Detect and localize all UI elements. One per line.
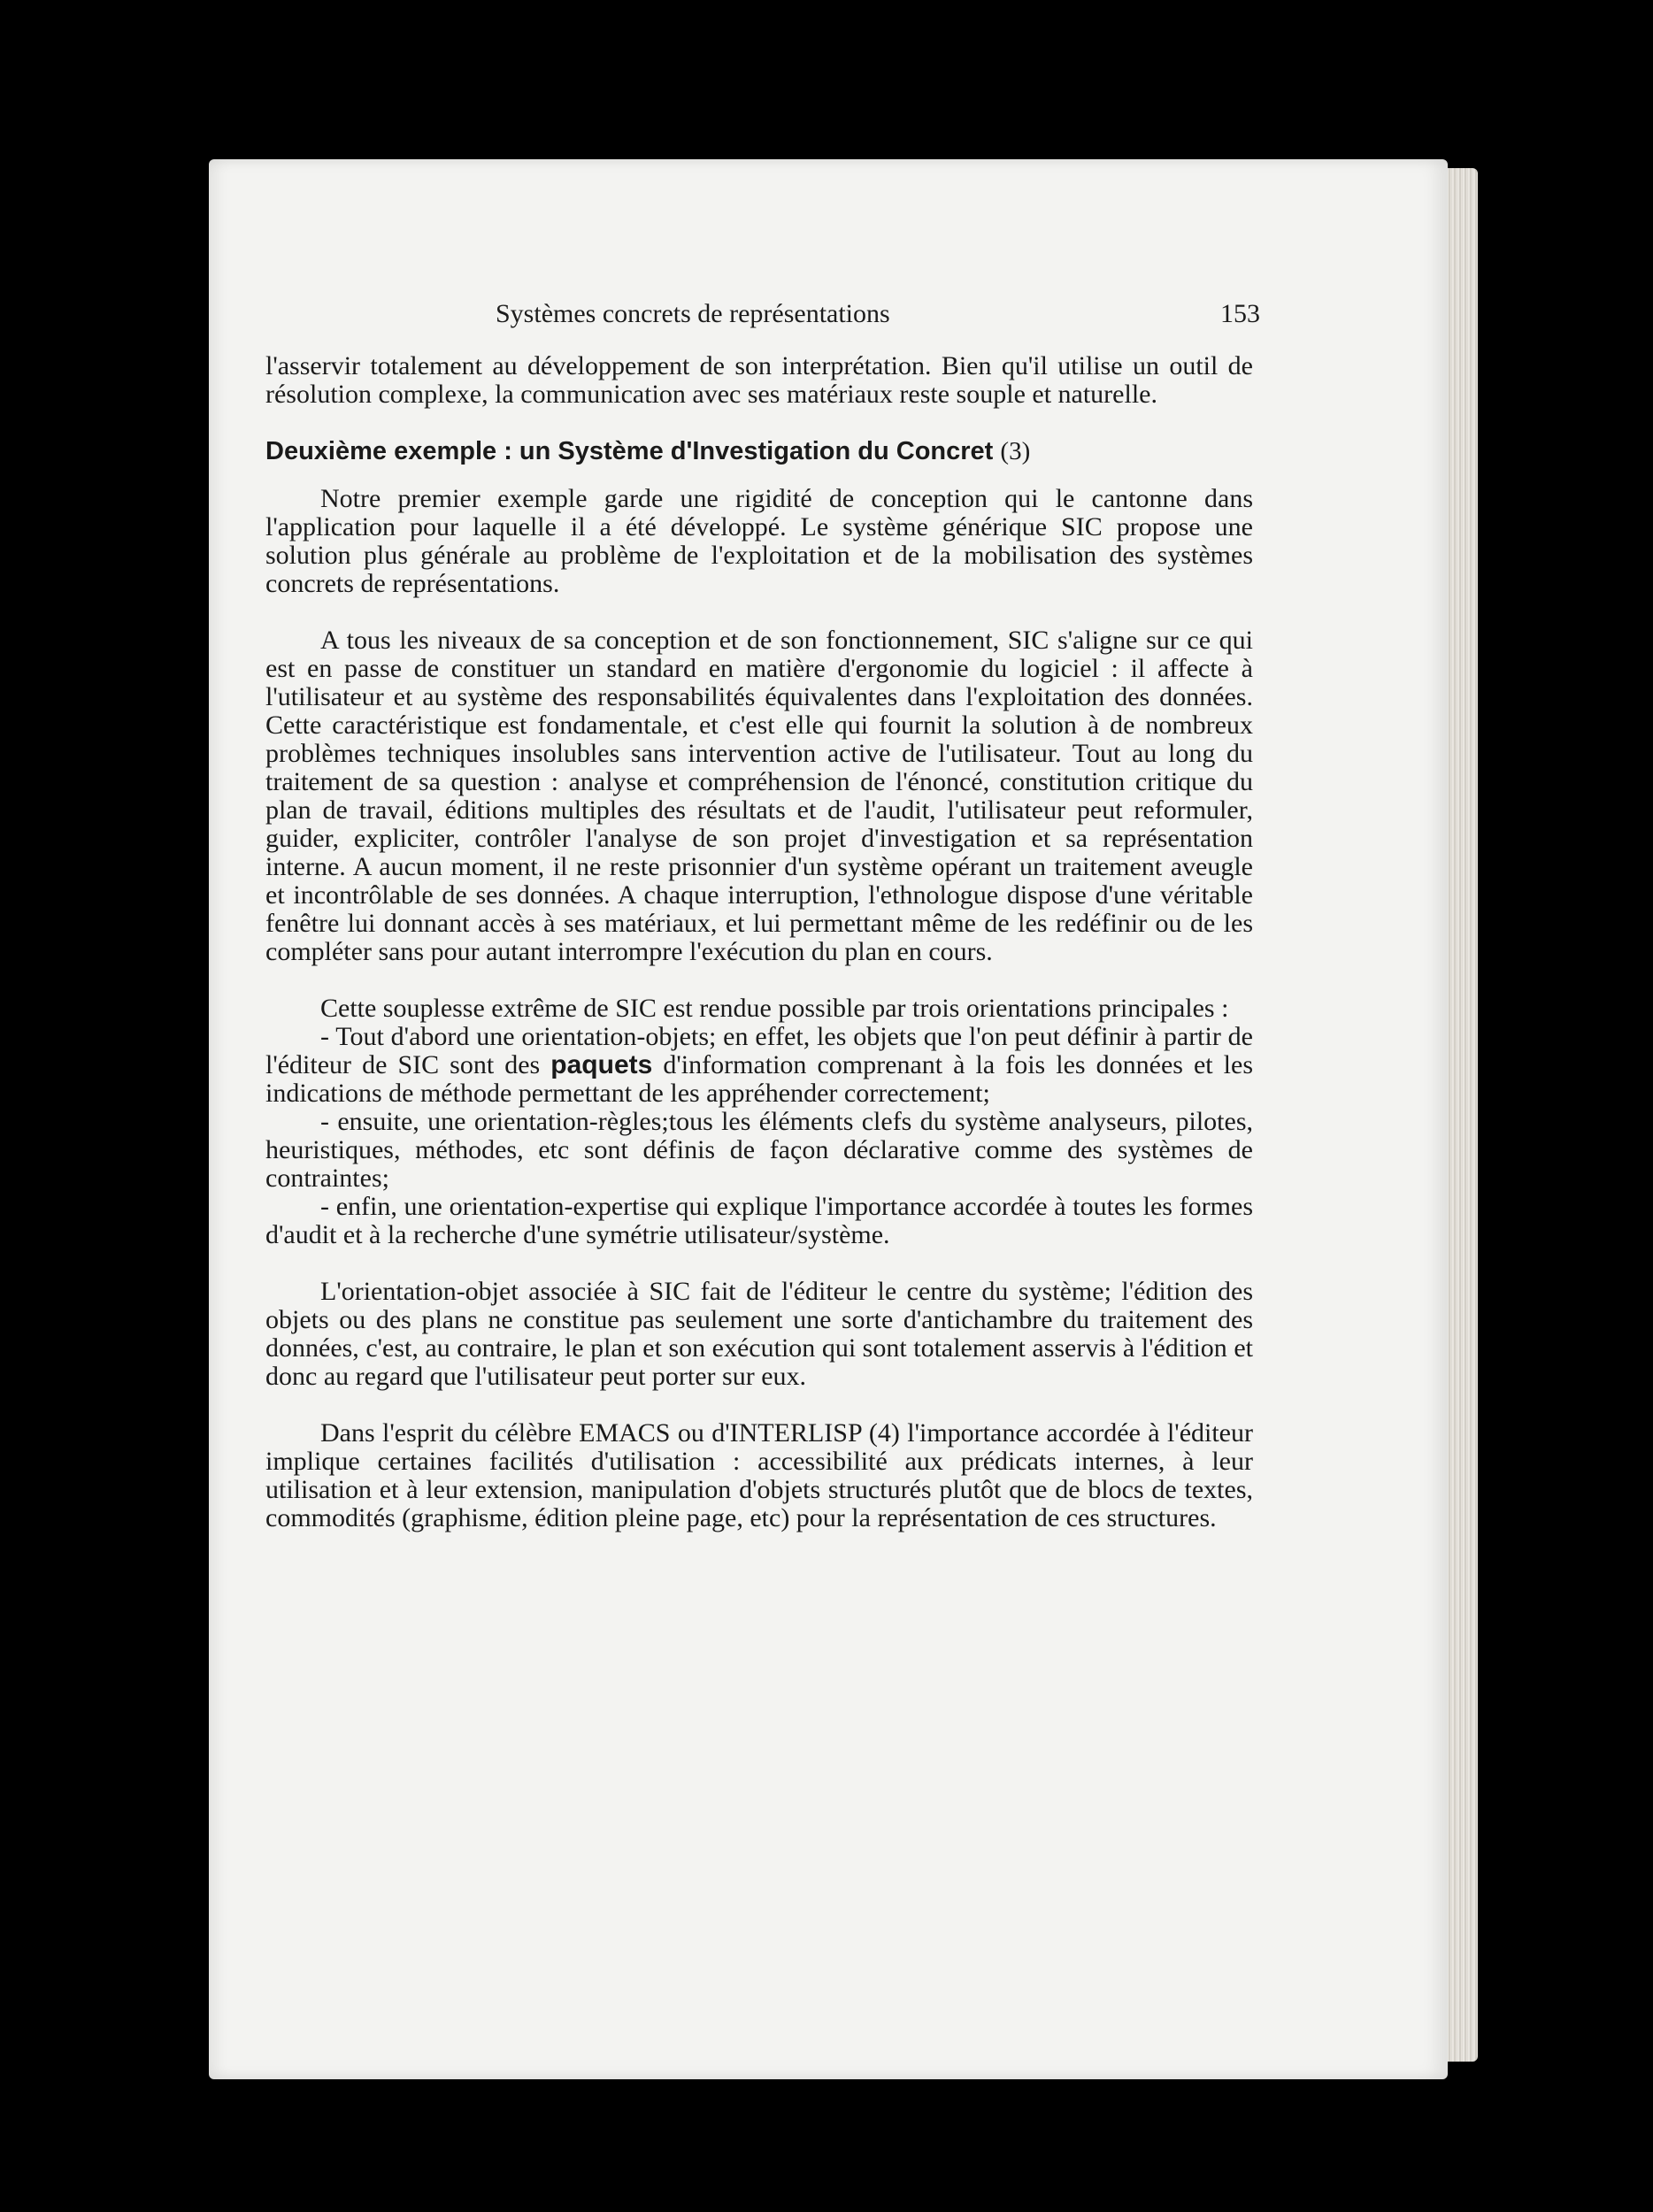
page-number: 153 <box>1220 299 1260 328</box>
page-header <box>496 299 1274 343</box>
body-text <box>265 352 1253 1561</box>
list-item-expertise: - enfin, une orientation-expertise qui explique l'importance accordée à toutes les formes d'audit et à la recherche d'une symétrie utilisateur/système. <box>265 1192 1253 1249</box>
bold-term-paquets: paquets <box>550 1050 653 1079</box>
paragraph-1: Notre premier exemple garde une rigidité de conception qui le cantonne dans l'application pour laquelle il a été développé. Le système générique SIC propose une solution plus générale au problème de l'exploitation et de la mobilisation des systèmes concrets de représentations. <box>265 484 1253 598</box>
running-title: Systèmes concrets de représentations <box>496 299 890 328</box>
paragraph-3-intro: Cette souplesse extrême de SIC est rendue possible par trois orientations principales : <box>320 994 1229 1023</box>
list-item-rules: - ensuite, une orientation-règles;tous les éléments clefs du système analyseurs, pilotes, heuristiques, méthodes, etc sont définis de façon déclarative comme des systèmes de contraintes; <box>265 1107 1253 1193</box>
section-heading <box>265 437 1253 465</box>
list-item-objects-start: - Tout d'abord une orientation-objets; en effet, les objets que l'on peut définir à partir de l'éditeur de SIC sont des <box>265 1022 1253 1079</box>
list-item-objects <box>265 1023 1253 1108</box>
paragraph-5: Dans l'esprit du célèbre EMACS ou d'INTERLISP (4) l'importance accordée à l'éditeur implique certaines facilités d'utilisation : accessibilité aux prédicats internes, à leur utilisation et à leur extension, manipulation d'objets structurés plutôt que de blocs de textes, commodités (graphisme, édition pleine page, etc) pour la représentation de ces structures. <box>265 1418 1253 1532</box>
list-item-objects-end: d'information comprenant à la fois les données et les indications de méthode permettant de les appréhender correctement; <box>265 1050 1254 1108</box>
section-heading-text: Deuxième exemple : un Système d'Investigation du Concret <box>265 437 994 465</box>
paragraph-4: L'orientation-objet associée à SIC fait de l'éditeur le centre du système; l'édition des objets ou des plans ne constitue pas seulement une sorte d'antichambre du traitement des données, c'est, au contraire, le plan et son exécution qui sont totalement asservis à l'édition et donc au regard que l'utilisateur peut porter sur eux. <box>265 1277 1253 1391</box>
footnote-ref: (3) <box>1000 437 1031 465</box>
paragraph-opening: l'asservir totalement au développement de son interprétation. Bien qu'il utilise un outil de résolution complexe, la communication avec ses matériaux reste souple et naturelle. <box>265 351 1253 409</box>
paragraph-2: A tous les niveaux de sa conception et de son fonctionnement, SIC s'aligne sur ce qui est en passe de constituer un standard en matière d'ergonomie du logiciel : il affecte à l'utilisateur et au système des responsabilités équivalentes dans l'exploitation des données. Cette caractéristique est fondamentale, et c'est elle qui fournit la solution à de nombreux problèmes techniques insolubles sans intervention active de l'utilisateur. Tout au long du traitement de sa question : analyse et compréhension de l'énoncé, constitution critique du plan de travail, éditions multiples des résultats et de l'audit, l'utilisateur peut reformuler, guider, expliciter, contrôler l'analyse de son projet d'investigation et sa représentation interne. A aucun moment, il ne reste prisonnier d'un système opérant un traitement aveugle et incontrôlable de ses données. A chaque interruption, l'ethnologue dispose d'une véritable fenêtre lui donnant accès à ses matériaux, et lui permettant même de les redéfinir ou de les compléter sans pour autant interrompre l'exécution du plan en cours. <box>265 626 1253 966</box>
